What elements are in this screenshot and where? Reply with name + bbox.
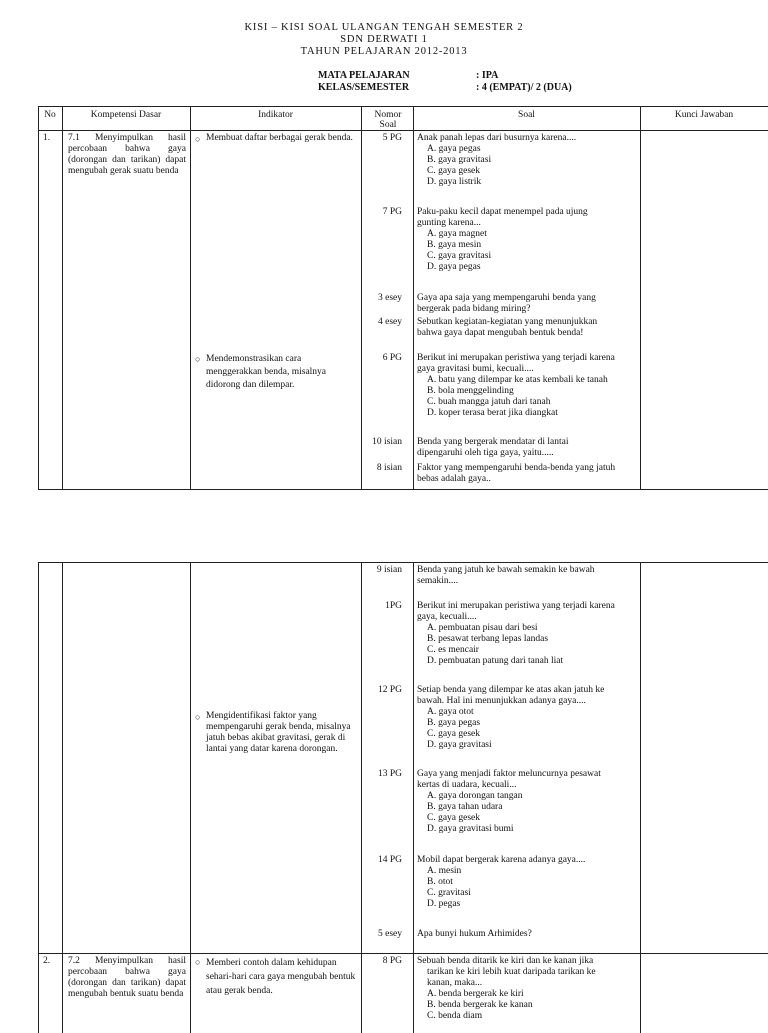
- nomor-soal: 8 isian: [376, 463, 402, 473]
- nomor-soal: 14 PG: [377, 855, 402, 865]
- soal-line: gaya gravitasi bumi, kecuali....: [417, 364, 534, 374]
- nomor-soal: 8 PG: [382, 956, 402, 966]
- nomor-soal: 5 PG: [382, 133, 402, 143]
- soal-option: B. otot: [427, 877, 453, 887]
- soal-item: [417, 437, 569, 459]
- col-soal: Soal: [518, 110, 535, 120]
- school-name: SDN DERWATI 1: [340, 34, 428, 45]
- soal-option: C. es mencair: [427, 645, 479, 655]
- soal-option: B. gaya tahan udara: [427, 802, 503, 812]
- row-no-2: 2.: [43, 956, 51, 966]
- soal-line: Gaya yang menjadi faktor meluncurnya pesawat: [417, 769, 601, 779]
- soal-line: Setiap benda yang dilempar ke atas akan jatuh ke: [417, 685, 605, 695]
- soal-option: D. koper terasa berat jika diangkat: [427, 408, 558, 418]
- soal-option: D. gaya gravitasi bumi: [427, 824, 514, 834]
- soal-line: dipengaruhi oleh tiga gaya, yaitu.....: [417, 448, 554, 458]
- school-year: TAHUN PELAJARAN 2012-2013: [300, 46, 468, 57]
- soal-item: [417, 855, 585, 910]
- soal-line: Benda yang jatuh ke bawah semakin ke bawah: [417, 565, 595, 575]
- nomor-soal: 9 isian: [376, 565, 402, 575]
- nomor-soal: 5 esey: [377, 929, 402, 939]
- bullet-icon: ○: [195, 354, 201, 364]
- nomor-soal: 13 PG: [377, 769, 402, 779]
- soal-option: B. gaya mesin: [427, 240, 482, 250]
- soal-item: [417, 293, 596, 315]
- soal-line: semakin....: [417, 576, 459, 586]
- kd-7-2: 7.2 Menyimpulkan hasil percobaan bahwa gaya (dorongan dan tarikan) dapat mengubah bentuk suatu benda: [68, 956, 186, 999]
- indikator-4: Memberi contoh dalam kehidupan sehari-hari cara gaya mengubah bentuk atau gerak benda.: [206, 958, 356, 996]
- col-no: No: [44, 110, 56, 120]
- soal-line: bawah. Hal ini menunjukkan adanya gaya....: [417, 696, 586, 706]
- soal-option: C. buah mangga jatuh dari tanah: [427, 397, 551, 407]
- grid-table-2: [38, 562, 768, 1033]
- soal-line: Berikut ini merupakan peristiwa yang terjadi karena: [417, 601, 615, 611]
- indikator-3: Mengidentifikasi faktor yang mempengaruhi gerak benda, misalnya jatuh bebas akibat gravitasi, gerak di lantai yang datar karena dorongan.: [206, 711, 351, 754]
- soal-option: D. gaya pegas: [427, 262, 481, 272]
- soal-line: gunting karena...: [417, 218, 481, 228]
- soal-line: kertas di uadara, kecuali...: [417, 780, 517, 790]
- soal-item: [417, 929, 532, 940]
- soal-option: A. gaya pegas: [427, 144, 481, 154]
- soal-item: [417, 353, 615, 419]
- nomor-soal: 1PG: [385, 601, 402, 611]
- soal-line: Anak panah lepas dari busurnya karena....: [417, 133, 577, 143]
- soal-line: Apa bunyi hukum Arhimides?: [417, 929, 532, 939]
- class-value: : 4 (EMPAT)/ 2 (DUA): [476, 82, 572, 93]
- soal-option: B. bola menggelinding: [427, 386, 514, 396]
- soal-line: Benda yang bergerak mendatar di lantai: [417, 437, 569, 447]
- nomor-soal: 7 PG: [382, 207, 402, 217]
- soal-option: B. pesawat terbang lepas landas: [427, 634, 549, 644]
- nomor-soal: 6 PG: [382, 353, 402, 363]
- grid-table-1: [38, 106, 768, 490]
- soal-item: [417, 769, 601, 835]
- soal-option: B. gaya pegas: [427, 718, 481, 728]
- doc-title: KISI – KISI SOAL ULANGAN TENGAH SEMESTER 2: [244, 22, 524, 33]
- soal-option: A. pembuatan pisau dari besi: [427, 623, 538, 633]
- bullet-icon: ○: [195, 134, 201, 144]
- soal-line: Berikut ini merupakan peristiwa yang terjadi karena: [417, 353, 615, 363]
- indikator-2: Mendemonstrasikan cara menggerakkan benda, misalnya didorong dan dilempar.: [206, 354, 327, 390]
- col-nomor-soal: Nomor Soal: [374, 110, 402, 130]
- soal-item: [417, 317, 597, 339]
- soal-line: Sebutkan kegiatan-kegiatan yang menunjukkan: [417, 317, 598, 327]
- subject-value: : IPA: [476, 70, 499, 81]
- soal-line: Faktor yang mempengaruhi benda-benda yang jatuh: [417, 463, 616, 473]
- soal-option: D. pembuatan patung dari tanah liat: [427, 656, 564, 666]
- class-label: KELAS/SEMESTER: [318, 82, 410, 93]
- soal-option: C. gaya gravitasi: [427, 251, 492, 261]
- soal-option: A. gaya otot: [427, 707, 474, 717]
- bullet-icon: ○: [195, 957, 201, 967]
- soal-item: [417, 685, 604, 751]
- col-kunci: Kunci Jawaban: [674, 110, 734, 120]
- soal-option: C. gaya gesek: [427, 166, 481, 176]
- col-kompetensi: Kompetensi Dasar: [90, 110, 162, 120]
- soal-option: C. gaya gesek: [427, 729, 481, 739]
- indikator-1: Membuat daftar berbagai gerak benda.: [206, 133, 353, 143]
- nomor-soal: 4 esey: [377, 317, 402, 327]
- nomor-soal: 12 PG: [377, 685, 402, 695]
- soal-item: Sebuah benda ditarik ke kiri dan ke kanan jika tarikan ke kiri lebih kuat daripada tarikan ke kanan, maka... A. benda bergerak ke kiri B. benda bergerak ke kanan C. benda diam: [417, 956, 596, 1021]
- subject-label: MATA PELAJARAN: [318, 70, 410, 81]
- soal-option: A. gaya magnet: [427, 229, 487, 239]
- bullet-icon: ○: [195, 712, 201, 722]
- soal-item: [417, 133, 576, 188]
- soal-line: bergerak pada bidang miring?: [417, 304, 531, 314]
- soal-line: gaya, kecuali....: [417, 612, 477, 622]
- soal-line: Gaya apa saja yang mempengaruhi benda yang: [417, 293, 596, 303]
- soal-item: [417, 463, 615, 485]
- soal-option: B. gaya gravitasi: [427, 155, 492, 165]
- kd-7-1: 7.1 Menyimpulkan hasil percobaan bahwa gaya (dorongan dan tarikan) dapat mengubah gerak suatu benda: [68, 133, 186, 176]
- soal-item: [417, 207, 588, 273]
- soal-option: A. mesin: [427, 866, 462, 876]
- soal-option: D. gaya gravitasi: [427, 740, 492, 750]
- soal-line: bebas adalah gaya..: [417, 474, 491, 484]
- nomor-soal: 3 esey: [377, 293, 402, 303]
- nomor-soal: 10 isian: [372, 437, 402, 447]
- soal-line: bahwa gaya dapat mengubah bentuk benda!: [417, 328, 584, 338]
- soal-option: D. gaya listrik: [427, 177, 482, 187]
- soal-option: D. pegas: [427, 899, 461, 909]
- col-indikator: Indikator: [258, 110, 293, 120]
- soal-option: C. gravitasi: [427, 888, 471, 898]
- soal-option: A. batu yang dilempar ke atas kembali ke tanah: [427, 375, 608, 385]
- row-no-1: 1.: [43, 133, 51, 143]
- soal-item: [417, 601, 615, 667]
- soal-line: Mobil dapat bergerak karena adanya gaya....: [417, 855, 586, 865]
- soal-item: [417, 565, 595, 587]
- soal-option: C. gaya gesek: [427, 813, 481, 823]
- soal-option: A. gaya dorongan tangan: [427, 791, 523, 801]
- soal-line: Paku-paku kecil dapat menempel pada ujung: [417, 207, 588, 217]
